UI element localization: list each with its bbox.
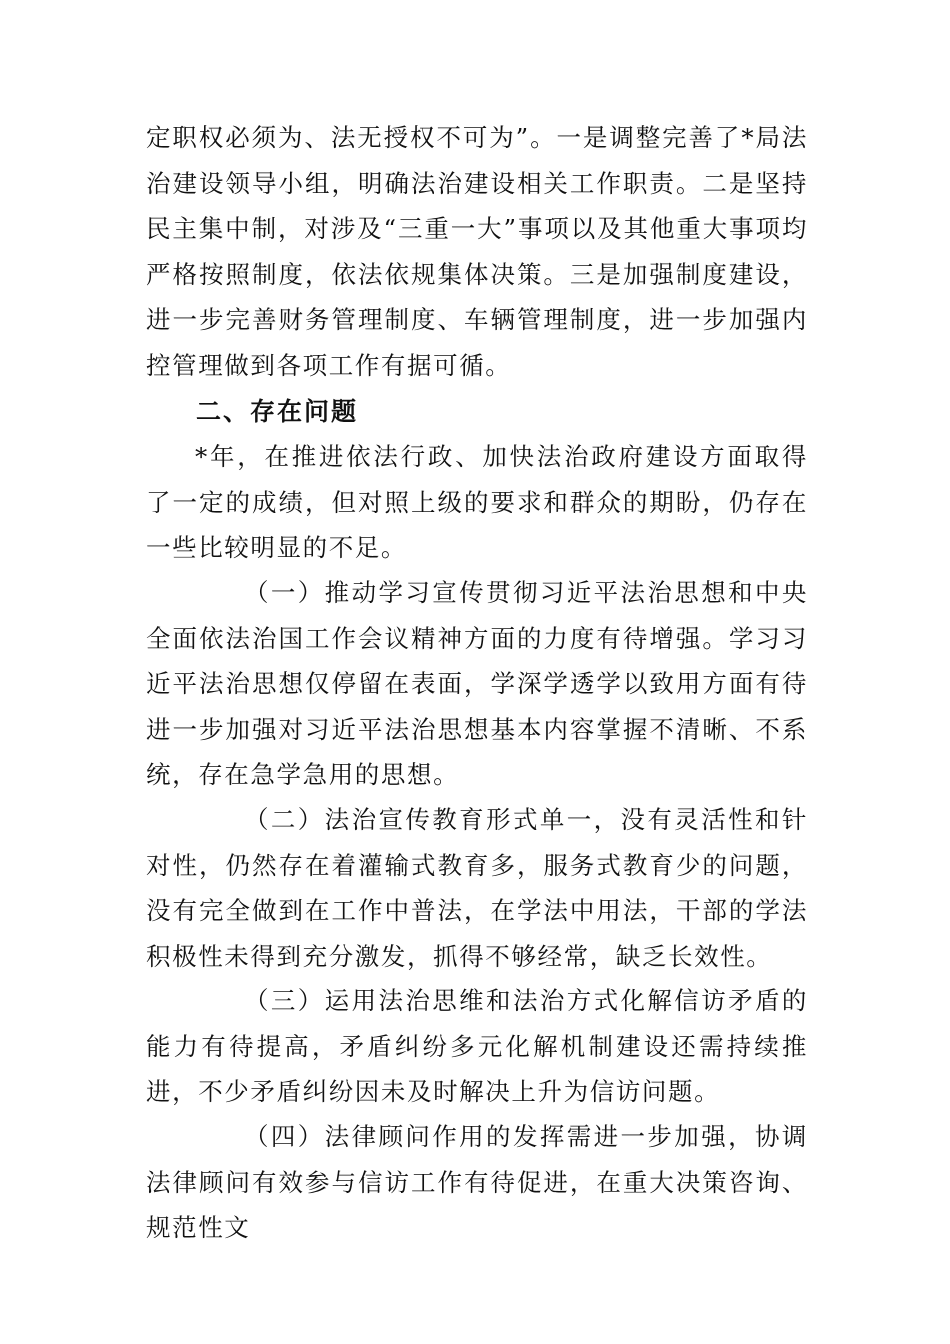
paragraph-text: *年，在推进依法行政、加快法治政府建设方面取得了一定的成绩，但对照上级的要求和群众的期盼，仍存在一些比较明显的不足。	[146, 442, 808, 562]
paragraph-text: （四）法律顾问作用的发挥需进一步加强，协调法律顾问有效参与信访工作有待促进，在重大决策咨询、规范性文	[146, 1122, 808, 1242]
paragraph-issue-4	[146, 1114, 808, 1251]
paragraph-text: （二）法治宣传教育形式单一，没有灵活性和针对性，仍然存在着灌输式教育多，服务式教育少的问题，没有完全做到在工作中普法，在学法中用法，干部的学法积极性未得到充分激发，抓得不够经常，缺乏长效性。	[146, 805, 808, 971]
paragraph-issue-3	[146, 978, 808, 1115]
paragraph-text: （一）推动学习宣传贯彻习近平法治思想和中央全面依法治国工作会议精神方面的力度有待增强。学习习近平法治思想仅停留在表面，学深学透学以致用方面有待进一步加强对习近平法治思想基本内容掌握不清晰、不系统，存在急学急用的思想。	[146, 578, 808, 789]
paragraph-legal-duties	[146, 115, 808, 388]
paragraph-issue-2	[146, 797, 808, 979]
section-heading-issues: 二、存在问题	[196, 397, 359, 426]
paragraph-text: （三）运用法治思维和法治方式化解信访矛盾的能力有待提高，矛盾纠纷多元化解机制建设还需持续推进，不少矛盾纠纷因未及时解决上升为信访问题。	[146, 986, 808, 1106]
paragraph-text: 定职权必须为、法无授权不可为”。一是调整完善了*局法治建设领导小组，明确法治建设相关工作职责。二是坚持民主集中制，对涉及“三重一大”事项以及其他重大事项均严格按照制度，依法依规集体决策。三是加强制度建设，进一步完善财务管理制度、车辆管理制度，进一步加强内控管理做到各项工作有据可循。	[146, 123, 808, 380]
paragraph-issue-1	[146, 570, 808, 798]
paragraph-intro-issues	[146, 434, 808, 571]
